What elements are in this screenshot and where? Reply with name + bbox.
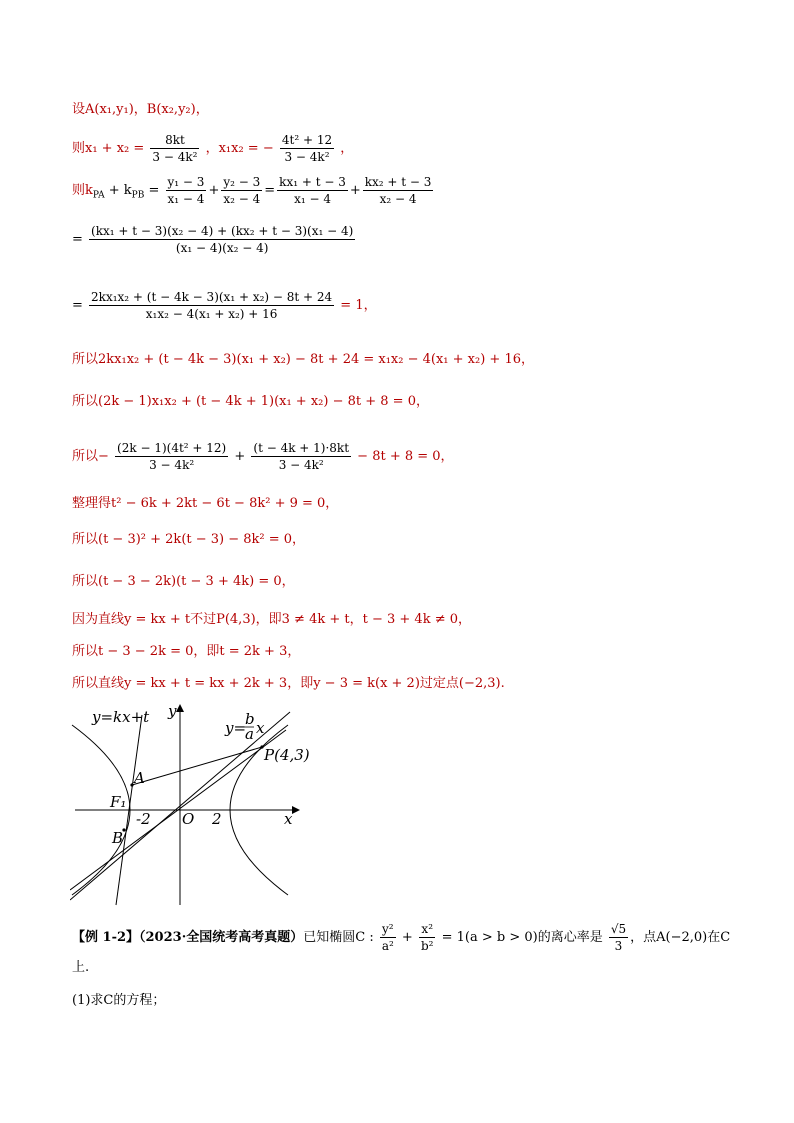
- ellipse-frac-1-num: y²: [380, 922, 396, 938]
- label-f1: F₁: [110, 793, 127, 811]
- eccentricity-num: √5: [610, 922, 627, 936]
- line-vieta: [72, 133, 353, 164]
- slopes-eq: =: [144, 183, 164, 198]
- slope-frac-4-num: kx₂ + t − 3: [364, 175, 432, 189]
- ellipse-frac-2-num: x²: [419, 922, 436, 938]
- example-text-3: ，点A(−2,0)在C: [630, 930, 731, 945]
- product-fraction: [280, 133, 334, 164]
- expanded-fraction: [89, 290, 334, 321]
- label-asym-x: x: [256, 719, 265, 737]
- factor-1-text: 所以(t − 3)² + 2k(t − 3) − 8k² = 0，: [72, 532, 306, 547]
- substituted-prefix: 所以−: [72, 449, 109, 464]
- line-equation-2: [72, 394, 429, 410]
- slope-frac-4-den: x₂ − 4: [379, 192, 417, 206]
- label-asym-y: y=: [225, 719, 247, 737]
- line-solve-t: [72, 644, 300, 660]
- ellipse-frac-1: [380, 922, 396, 953]
- example-text-4: 上.: [72, 960, 90, 975]
- line-simplified: [72, 496, 338, 512]
- line-set-points: [72, 102, 209, 118]
- example-continue: [72, 960, 89, 976]
- slopes-prefix: 则k: [72, 183, 93, 198]
- line-substituted: [72, 441, 454, 472]
- line-combined-fraction: = $\frac{\text{(kx₁ + t − 3)(x₂ − 4) + (kx₂ + t − 3)(x₁ − 4)}}{\text{(x₁ − 4)(x₂ − 4)}}$: [72, 224, 354, 255]
- substituted-frac-2: [251, 441, 351, 472]
- label-point-p: P(4,3): [264, 746, 310, 764]
- label-tick-neg2: -2: [136, 810, 151, 828]
- solve-t-text: 所以t − 3 − 2k = 0，即t = 2k + 3，: [72, 644, 301, 659]
- example-text-1: 已知椭圆C :: [303, 930, 378, 945]
- combined-denominator: (x₁ − 4)(x₂ − 4): [175, 241, 269, 255]
- vieta-prefix: 则x₁ + x₂ =: [72, 141, 149, 156]
- slope-frac-4: [363, 175, 434, 206]
- ellipse-plus: +: [397, 930, 417, 945]
- slope-frac-1-den: x₁ − 4: [167, 192, 205, 206]
- example-tag: 【例 1-2】: [72, 930, 140, 945]
- line-equation-1: [72, 352, 534, 368]
- ellipse-frac-2: [419, 922, 436, 953]
- x-axis-arrow: [292, 806, 300, 814]
- slope-sub-pb: PB: [131, 190, 145, 201]
- vieta-mid: ，x₁x₂ = −: [205, 141, 274, 156]
- substituted-frac-1-num: (2k − 1)(4t² + 12): [117, 441, 227, 455]
- eccentricity-den: 3: [614, 939, 623, 953]
- line-condition: [72, 612, 471, 628]
- combined-fraction: [89, 224, 355, 255]
- sum-numerator: 8kt: [150, 133, 199, 149]
- eccentricity-frac: [609, 922, 628, 953]
- ellipse-frac-1-den: a²: [381, 939, 394, 953]
- expanded-numerator: 2kx₁x₂ + (t − 4k − 3)(x₁ + x₂) − 8t + 24: [91, 290, 333, 304]
- slope-frac-2-num: y₂ − 3: [223, 175, 261, 189]
- slope-frac-2-den: x₂ − 4: [223, 192, 261, 206]
- hyperbola-figure: [70, 700, 310, 910]
- sum-denominator: 3 − 4k²: [152, 150, 198, 164]
- slope-frac-1: [166, 175, 207, 206]
- line-expanded-fraction: = $\frac{\text{2kx₁x₂ + (t − 4k − 3)(x₁ + x₂) − 8t + 24}}{\text{x₁x₂ − 4(x₁ + x₂) + 16}}$ = 1，: [72, 290, 377, 321]
- slope-frac-3-den: x₁ − 4: [294, 192, 331, 206]
- slope-frac-3: [277, 175, 348, 206]
- label-asym-b: b: [245, 710, 255, 728]
- substituted-frac-1: [115, 441, 228, 472]
- label-asym-a: a: [245, 725, 254, 743]
- slope-sub-pa: PA: [92, 190, 105, 201]
- factor-2-text: 所以(t − 3 − 2k)(t − 3 + 4k) = 0，: [72, 574, 295, 589]
- label-point-a: A: [134, 769, 145, 787]
- question-1-text: (1)求C的方程；: [72, 993, 166, 1008]
- sum-fraction: [150, 133, 199, 164]
- slope-frac-1-num: y₁ − 3: [167, 175, 205, 189]
- equation-1-text: 所以2kx₁x₂ + (t − 4k − 3)(x₁ + x₂) − 8t + 24 = x₁x₂ − 4(x₁ + x₂) + 16，: [72, 352, 534, 367]
- line-fixed-point: [72, 676, 505, 692]
- label-axis-y: y: [168, 702, 177, 720]
- slope-frac-3-num: kx₁ + t − 3: [279, 175, 346, 189]
- line-factor-1: [72, 532, 305, 548]
- slope-frac-2: [221, 175, 262, 206]
- expanded-denominator: x₁x₂ − 4(x₁ + x₂) + 16: [145, 307, 278, 321]
- label-tick-2: 2: [212, 810, 222, 828]
- substituted-frac-2-den: 3 − 4k²: [278, 458, 324, 472]
- substituted-frac-1-den: 3 − 4k²: [149, 458, 195, 472]
- line-ap: [132, 747, 262, 785]
- simplified-text: 整理得t² − 6k + 2kt − 6t − 8k² + 9 = 0，: [72, 496, 339, 511]
- equation-2-text: 所以(2k − 1)x₁x₂ + (t − 4k + 1)(x₁ + x₂) − 8t + 8 = 0，: [72, 394, 429, 409]
- y-axis-arrow: [176, 704, 184, 712]
- product-denominator: 3 − 4k²: [284, 150, 330, 164]
- vieta-end: ，: [340, 141, 354, 156]
- combined-numerator: (kx₁ + t − 3)(x₂ − 4) + (kx₂ + t − 3)(x₁ − 4): [91, 224, 354, 238]
- label-axis-x: x: [284, 810, 293, 828]
- ellipse-frac-2-den: b²: [420, 939, 434, 953]
- label-point-b: B: [112, 829, 124, 847]
- substituted-end: − 8t + 8 = 0，: [353, 449, 454, 464]
- example-source: （2023·全国统考高考真题）: [139, 930, 304, 945]
- example-text-2: 的离心率是: [537, 930, 603, 945]
- example-question-1: [72, 993, 165, 1009]
- substituted-plus: +: [230, 449, 250, 464]
- set-points-text: 设A(x₁,y₁)，B(x₂,y₂)，: [72, 102, 209, 117]
- product-numerator: 4t² + 12: [281, 133, 333, 147]
- ellipse-rest: = 1(a > b > 0): [437, 930, 538, 945]
- condition-text: 因为直线y = kx + t不过P(4,3)，即3 ≠ 4k + t，t − 3 + 4k ≠ 0，: [72, 612, 472, 627]
- fixed-point-text: 所以直线y = kx + t = kx + 2k + 3，即y − 3 = k(x + 2)过定点(−2,3).: [72, 676, 505, 691]
- label-origin: O: [182, 810, 195, 828]
- substituted-frac-2-num: (t − 4k + 1)·8kt: [253, 441, 350, 455]
- example-header: [72, 922, 730, 953]
- line-factor-2: [72, 574, 295, 590]
- expanded-end: = 1，: [336, 298, 377, 313]
- line-slopes: 则$k_{PA} + k_{PB}$ = $\frac{\text{y₁ − 3}}{\text{x₁ − 4}}$ + $\frac{\text{y₂ − 3}}{\text{x₂ − 4}}$ = $\frac{\text{kx₁ + t − 3}}{\text{x₁ − 4}}$ + $\frac{\text{kx₂ + t − 3}}{\text{x₂ − 4}}$: [72, 175, 432, 206]
- label-line-kx-t: y=kx+t: [92, 708, 150, 726]
- slopes-plus: + k: [104, 183, 132, 198]
